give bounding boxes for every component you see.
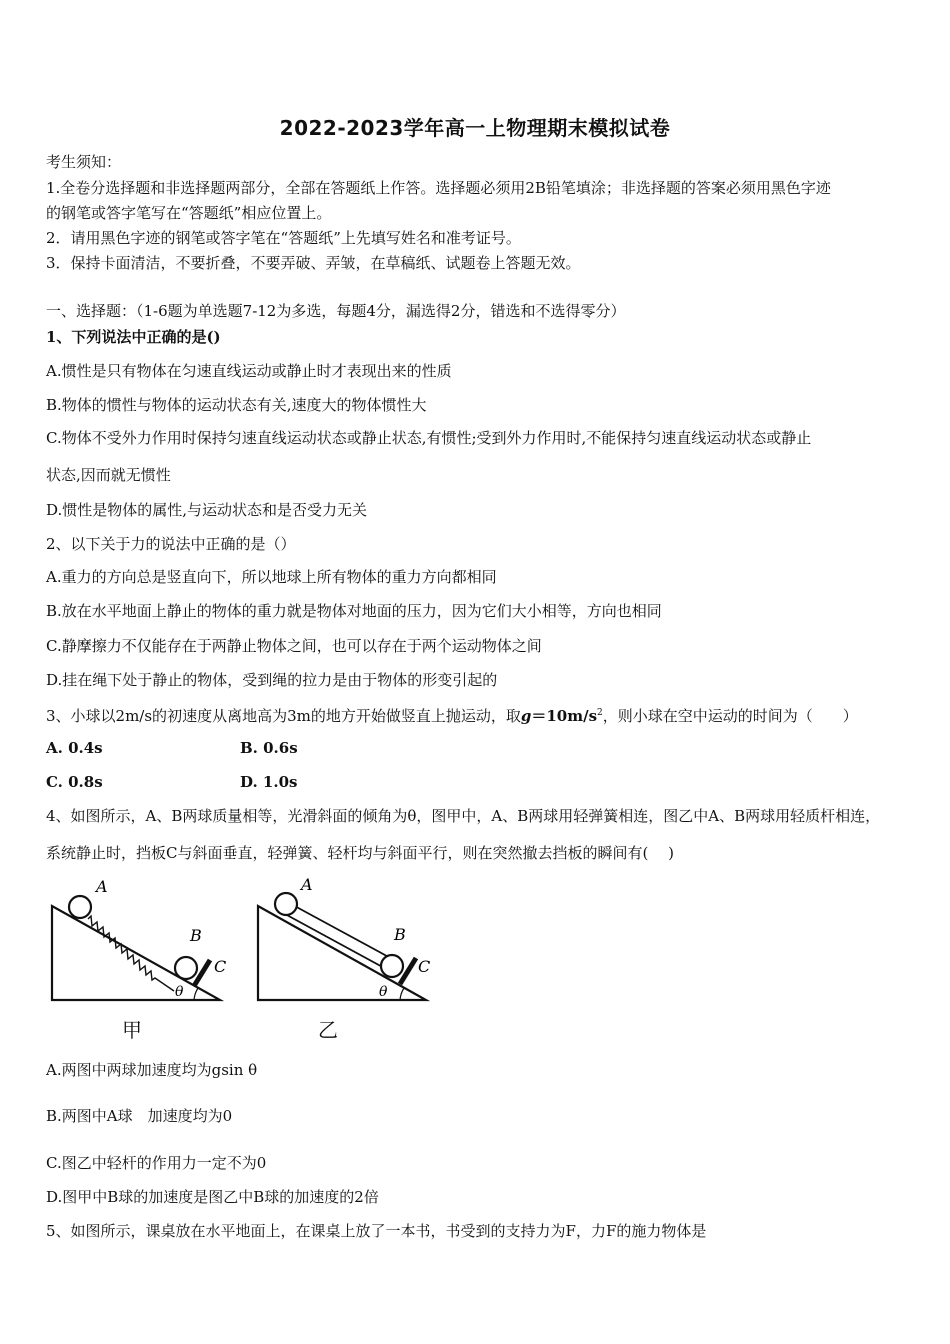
question-3-stem-sup: 2: [597, 708, 603, 718]
section-heading: 一、选择题：（1-6题为单选题7-12为多选，每题4分，漏选得2分，错选和不选得零分）: [46, 302, 626, 320]
question-4-option-c: C.图乙中轻杆的作用力一定不为0: [46, 1154, 267, 1172]
notice-item-3: 3．保持卡面清洁，不要折叠，不要弄破、弄皱，在草稿纸、试题卷上答题无效。: [46, 254, 581, 272]
question-4-stem-line-1: 4、如图所示，A、B两球质量相等，光滑斜面的倾角为θ，图甲中，A、B两球用轻弹簧相连，图乙中A、B两球用轻质杆相连，: [46, 807, 881, 825]
angle-arc-jia: [194, 988, 198, 1000]
page-title: 2022-2023学年高一上物理期末模拟试卷: [279, 116, 671, 140]
question-4-stem-line-2: 系统静止时，挡板C与斜面垂直，轻弹簧、轻杆均与斜面平行，则在突然撤去挡板的瞬间有( ): [46, 844, 674, 862]
label-a-jia: A: [96, 877, 108, 896]
diagram-yi: [258, 875, 430, 1000]
question-2-option-c: C.静摩擦力不仅能存在于两静止物体之间，也可以存在于两个运动物体之间: [46, 637, 542, 655]
caption-yi: 乙: [318, 1018, 338, 1042]
question-1-option-c-line-2: 状态,因而就无惯性: [46, 466, 171, 484]
label-b-yi: B: [394, 925, 406, 944]
question-3-stem-part-1: 3、小球以2m/s的初速度从离地高为3m的地方开始做竖直上抛运动，取: [46, 707, 521, 725]
incline-diagrams: [46, 872, 446, 1042]
question-4-option-b: B.两图中A球 加速度均为0: [46, 1107, 233, 1125]
ball-a-yi: [275, 893, 297, 915]
question-3-option-a: A. 0.4s: [46, 739, 103, 757]
question-3-stem-part-2: ＝10m/s: [531, 707, 598, 725]
angle-arc-yi: [400, 988, 404, 1000]
question-1-option-c-line-1: C.物体不受外力作用时保持匀速直线运动状态或静止状态,有惯性;受到外力作用时,不能保持匀速直线运动状态或静止: [46, 429, 812, 447]
question-5-stem: 5、如图所示，课桌放在水平地面上，在课桌上放了一本书，书受到的支持力为F，力F的施力物体是: [46, 1222, 707, 1240]
diagram-jia: [52, 877, 226, 1000]
ball-a-jia: [69, 896, 91, 918]
question-1-option-b: B.物体的惯性与物体的运动状态有关,速度大的物体惯性大: [46, 396, 427, 414]
caption-jia: 甲: [122, 1018, 142, 1042]
question-3-option-b: B. 0.6s: [240, 739, 298, 757]
question-3-option-c: C. 0.8s: [46, 773, 103, 791]
question-2-option-d: D.挂在绳下处于静止的物体，受到绳的拉力是由于物体的形变引起的: [46, 671, 498, 689]
label-a-yi: A: [301, 875, 313, 894]
notice-item-2: 2．请用黑色字迹的钢笔或答字笔在“答题纸”上先填写姓名和准考证号。: [46, 229, 521, 247]
label-b-jia: B: [190, 926, 202, 945]
question-2-option-a: A.重力的方向总是竖直向下，所以地球上所有物体的重力方向都相同: [46, 568, 497, 586]
question-1-stem: 1、下列说法中正确的是(): [46, 328, 221, 346]
question-3-option-d: D. 1.0s: [240, 773, 298, 791]
question-4-option-d: D.图甲中B球的加速度是图乙中B球的加速度的2倍: [46, 1188, 379, 1206]
notice-item-1-line-1: 1.全卷分选择题和非选择题两部分，全部在答题纸上作答。选择题必须用2B铅笔填涂；非选择题的答案必须用黑色字迹: [46, 179, 831, 197]
notice-heading: 考生须知：: [46, 153, 122, 171]
question-1-option-a: A.惯性是只有物体在匀速直线运动或静止时才表现出来的性质: [46, 362, 452, 380]
notice-item-1-line-2: 的钢笔或答字笔写在“答题纸”相应位置上。: [46, 204, 332, 222]
question-2-stem: 2、以下关于力的说法中正确的是（）: [46, 535, 296, 553]
question-2-option-b: B.放在水平地面上静止的物体的重力就是物体对地面的压力，因为它们大小相等，方向也相同: [46, 602, 662, 620]
label-theta-jia: θ: [175, 984, 184, 1000]
question-4-option-a: A.两图中两球加速度均为gsin θ: [46, 1061, 258, 1079]
incline-triangle-yi: [258, 906, 426, 1000]
question-3-stem-g: g: [520, 707, 532, 725]
ball-b-yi: [381, 955, 403, 977]
label-theta-yi: θ: [379, 984, 388, 1000]
label-c-jia: C: [214, 957, 227, 976]
question-3-stem-part-3: ，则小球在空中运动的时间为（ ）: [602, 707, 858, 725]
spring: [88, 916, 174, 991]
question-1-option-d: D.惯性是物体的属性,与运动状态和是否受力无关: [46, 501, 368, 519]
rod-edge-bottom: [285, 914, 388, 970]
label-c-yi: C: [418, 957, 431, 976]
question-4-figure: [46, 872, 446, 1046]
question-3-stem: [46, 703, 858, 726]
ball-b-jia: [175, 957, 197, 979]
